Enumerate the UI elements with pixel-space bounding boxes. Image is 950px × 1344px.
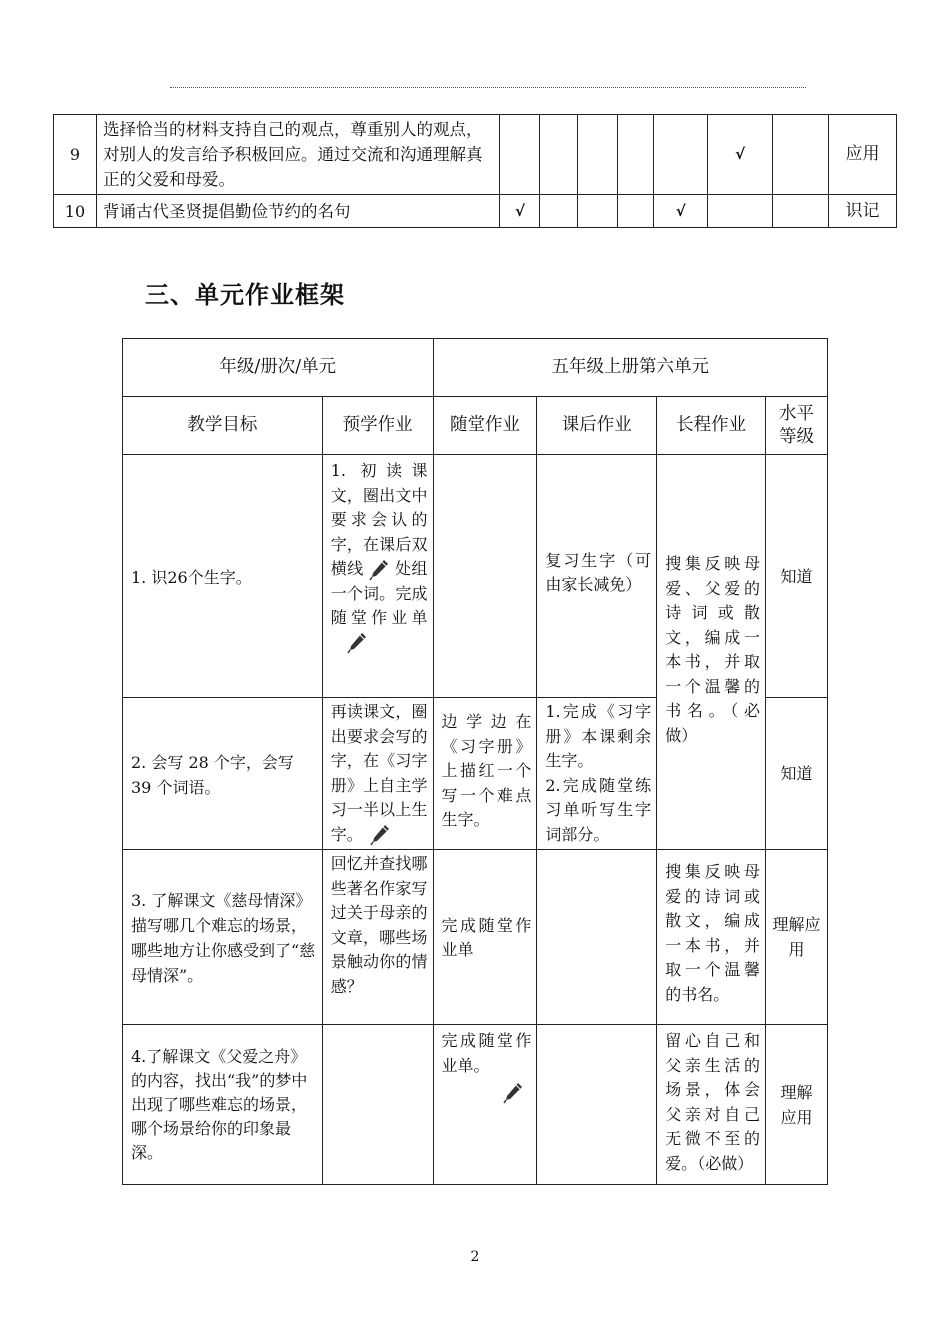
objectives-table bbox=[53, 114, 897, 228]
level-cell: 应用 bbox=[829, 115, 897, 195]
check-cell bbox=[578, 115, 618, 195]
header-pre: 预学作业 bbox=[322, 397, 433, 455]
table-row bbox=[123, 1025, 828, 1185]
pre-cell: 回忆并查找哪些著名作家写过关于母亲的文章，哪些场景触动你的情感？ bbox=[322, 850, 433, 1025]
after-cell bbox=[537, 850, 657, 1025]
check-cell bbox=[500, 115, 540, 195]
level-cell: 识记 bbox=[829, 195, 897, 228]
check-cell bbox=[578, 195, 618, 228]
check-cell: √ bbox=[708, 115, 773, 195]
pen-icon bbox=[370, 824, 390, 846]
check-cell bbox=[540, 195, 578, 228]
grade-value: 五年级上册第六单元 bbox=[433, 339, 827, 397]
pre-cell bbox=[322, 698, 433, 850]
pen-icon bbox=[369, 559, 389, 581]
goal-cell: 1. 识26个生字。 bbox=[123, 455, 323, 698]
check-cell bbox=[708, 195, 773, 228]
level-cell: 知道 bbox=[766, 698, 828, 850]
grade-label: 年级/册次/单元 bbox=[123, 339, 434, 397]
row-number: 10 bbox=[54, 195, 97, 228]
row-number: 9 bbox=[54, 115, 97, 195]
level-cell: 理解应用 bbox=[766, 850, 828, 1025]
after-cell bbox=[537, 1025, 657, 1185]
check-cell: √ bbox=[500, 195, 540, 228]
check-cell: √ bbox=[654, 195, 708, 228]
after-cell bbox=[537, 698, 657, 850]
table-row bbox=[123, 397, 828, 455]
long-cell: 搜集反映母爱、父爱的诗词或散文，编成一本书，并取一个温馨的书名。（必做） bbox=[657, 455, 766, 850]
level-cell: 知道 bbox=[766, 455, 828, 698]
pre-text: 再读课文，圈出要求会写的字，在《习字册》上自主学习一半以上生字。 bbox=[330, 702, 428, 844]
table-row bbox=[54, 195, 897, 228]
pre-text-a: 1. 初读课文，圈出文中要求会认的字，在课后双横线 bbox=[330, 461, 428, 578]
section-title: 三、单元作业框架 bbox=[145, 281, 345, 309]
pre-text-b: 处组一个词。完成随堂作业单 bbox=[330, 559, 428, 627]
level-cell: 理解应用 bbox=[766, 1025, 828, 1185]
pen-icon bbox=[347, 632, 367, 654]
class-cell bbox=[433, 455, 537, 698]
header-dotted-rule bbox=[170, 87, 806, 88]
header-after: 课后作业 bbox=[537, 397, 657, 455]
objective-text: 选择恰当的材料支持自己的观点，尊重别人的观点，对别人的发言给予积极回应。通过交流和沟通理解真正的父爱和母爱。 bbox=[96, 115, 500, 195]
class-cell: 完成随堂作业单 bbox=[433, 850, 537, 1025]
check-cell bbox=[654, 115, 708, 195]
long-cell: 搜集反映母爱的诗词或散文，编成一本书，并取一个温馨的书名。 bbox=[657, 850, 766, 1025]
goal-cell: 3. 了解课文《慈母情深》描写哪几个难忘的场景，哪些地方让你感受到了“慈母情深”。 bbox=[123, 850, 323, 1025]
header-goal: 教学目标 bbox=[123, 397, 323, 455]
table-row bbox=[123, 455, 828, 698]
check-cell bbox=[540, 115, 578, 195]
class-cell bbox=[433, 1025, 537, 1185]
class-cell: 边学边在《习字册》上描红一个写一个难点生字。 bbox=[433, 698, 537, 850]
table-row bbox=[54, 115, 897, 195]
objective-text: 背诵古代圣贤提倡勤俭节约的名句 bbox=[96, 195, 500, 228]
after-cell: 复习生字（可由家长减免） bbox=[537, 455, 657, 698]
after-item-1: 1.完成《习字册》本课剩余生字。 bbox=[545, 702, 652, 770]
homework-framework-table bbox=[122, 338, 828, 1185]
goal-cell: 2. 会写 28 个字，会写 39 个词语。 bbox=[123, 698, 323, 850]
long-cell: 留心自己和父亲生活的场景，体会父亲对自己无微不至的爱。（必做） bbox=[657, 1025, 766, 1185]
table-row bbox=[123, 850, 828, 1025]
check-cell bbox=[618, 195, 654, 228]
check-cell bbox=[773, 195, 829, 228]
page-number: 2 bbox=[470, 1249, 480, 1265]
pre-cell bbox=[322, 455, 433, 698]
header-long: 长程作业 bbox=[657, 397, 766, 455]
check-cell bbox=[773, 115, 829, 195]
pre-cell bbox=[322, 1025, 433, 1185]
after-item-2: 2.完成随堂练习单听写生字词部分。 bbox=[545, 775, 652, 844]
table-row bbox=[123, 339, 828, 397]
goal-cell: 4.了解课文《父爱之舟》的内容，找出“我”的梦中出现了哪些难忘的场景，哪个场景给你的印象最深。 bbox=[123, 1025, 323, 1185]
class-text: 完成随堂作业单。 bbox=[441, 1031, 532, 1075]
check-cell bbox=[618, 115, 654, 195]
header-level: 水平等级 bbox=[766, 397, 828, 455]
pen-icon bbox=[442, 1082, 532, 1112]
header-class: 随堂作业 bbox=[433, 397, 537, 455]
